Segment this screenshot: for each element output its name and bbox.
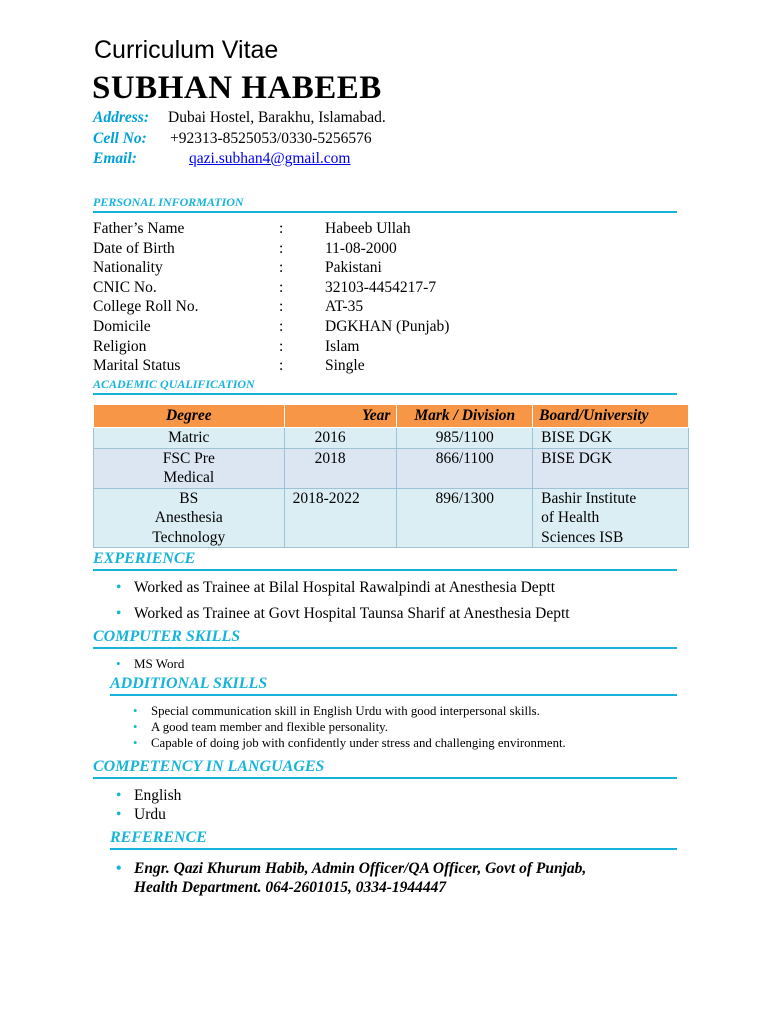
board-line: Sciences ISB	[541, 528, 624, 546]
list-item: • Special communication skill in English Urdu with good interpersonal skills.	[127, 704, 566, 719]
personal-info-value: Islam	[325, 337, 360, 355]
year-cell: 2018-2022	[284, 488, 397, 548]
languages-heading: COMPETENCY IN LANGUAGES	[93, 758, 325, 775]
languages-list	[110, 787, 181, 824]
academic-table	[93, 404, 689, 548]
board-line: BISE DGK	[541, 429, 613, 446]
degree-line: BS	[179, 489, 199, 507]
board-line: BISE DGK	[541, 449, 613, 467]
degree-cell	[94, 488, 285, 548]
column-header-board: Board/University	[533, 405, 689, 428]
degree-cell	[94, 448, 285, 488]
degree-line: Medical	[163, 469, 215, 486]
degree-line: Anesthesia	[154, 509, 223, 526]
bullet-icon: •	[116, 860, 122, 877]
marks-cell: 985/1100	[397, 428, 533, 449]
computer-skills-list	[110, 656, 184, 672]
column-header-marks: Mark / Division	[397, 405, 533, 428]
table-header-row	[94, 405, 689, 428]
address-value: Dubai Hostel, Barakhu, Islamabad.	[168, 109, 386, 126]
address-label: Address:	[93, 109, 149, 126]
list-item: • Urdu	[110, 806, 181, 824]
personal-info-label: Religion	[93, 337, 147, 355]
table-row	[94, 448, 689, 488]
marks-cell: 866/1100	[397, 448, 533, 488]
candidate-name: SUBHAN HABEEB	[92, 70, 382, 106]
year-cell: 2016	[284, 428, 397, 449]
board-cell	[533, 428, 689, 449]
personal-info-label: Marital Status	[93, 357, 181, 375]
personal-info-label: Father’s Name	[93, 220, 185, 237]
experience-list	[110, 579, 570, 623]
reference-heading: REFERENCE	[110, 829, 207, 846]
marks-cell: 896/1300	[397, 488, 533, 548]
personal-info-separator: :	[279, 318, 284, 335]
personal-info-value: Habeeb Ullah	[325, 220, 411, 237]
personal-info-label: Domicile	[93, 318, 151, 335]
personal-info-label: Date of Birth	[93, 239, 175, 257]
section-divider	[110, 694, 677, 696]
section-divider	[93, 777, 677, 779]
degree-line: Technology	[152, 528, 226, 546]
email-label: Email:	[93, 150, 137, 167]
board-cell	[533, 488, 689, 548]
list-item: • A good team member and flexible personality.	[127, 720, 566, 735]
degree-line: FSC Pre	[162, 449, 215, 467]
board-line: of Health	[541, 509, 600, 526]
personal-info-label: CNIC No.	[93, 278, 157, 296]
section-divider	[93, 569, 677, 571]
list-item: • English	[110, 787, 181, 805]
reference-item	[110, 859, 586, 897]
cell-label: Cell No:	[93, 130, 147, 147]
experience-heading: EXPERIENCE	[93, 550, 196, 567]
list-item: • Worked as Trainee at Bilal Hospital Rawalpindi at Anesthesia Deptt	[110, 579, 570, 597]
personal-info-value: 32103-4454217-7	[325, 278, 437, 296]
personal-info-separator: :	[279, 220, 284, 237]
additional-skills-list	[127, 704, 566, 751]
cell-value: +92313-8525053/0330-5256576	[170, 130, 372, 147]
personal-info-separator: :	[279, 337, 284, 355]
list-item: • Worked as Trainee at Govt Hospital Taunsa Sharif at Anesthesia Deptt	[110, 605, 570, 623]
reference-block	[110, 859, 586, 897]
section-divider	[110, 848, 677, 850]
email-link[interactable]: qazi.subhan4@gmail.com	[189, 150, 351, 167]
academic-heading: ACADEMIC QUALIFICATION	[93, 377, 255, 391]
section-divider	[93, 647, 677, 649]
personal-info-heading: PERSONAL INFORMATION	[93, 195, 244, 209]
cell-line	[93, 130, 372, 148]
personal-info-separator: :	[279, 239, 284, 257]
email-line	[93, 150, 351, 168]
personal-info-separator: :	[279, 259, 284, 277]
reference-line: Health Department. 064-2601015, 0334-1944447	[134, 879, 447, 896]
list-item: • Capable of doing job with confidently under stress and challenging environment.	[127, 736, 566, 751]
board-line: Bashir Institute	[541, 489, 637, 507]
personal-info-label: Nationality	[93, 259, 163, 277]
board-cell	[533, 448, 689, 488]
personal-info-value: Pakistani	[325, 259, 382, 277]
document-title: Curriculum Vitae	[94, 36, 279, 64]
table-row	[94, 428, 689, 449]
address-line	[93, 109, 386, 127]
list-item: • MS Word	[110, 656, 184, 672]
personal-info-value: 11-08-2000	[325, 239, 397, 257]
year-cell: 2018	[284, 448, 397, 488]
personal-info-value: Single	[325, 357, 365, 375]
computer-skills-heading: COMPUTER SKILLS	[93, 628, 241, 645]
table-row	[94, 488, 689, 548]
column-header-year: Year	[284, 405, 397, 428]
degree-cell	[94, 428, 285, 449]
personal-info-separator: :	[279, 298, 284, 316]
personal-info-separator: :	[279, 357, 284, 375]
reference-line: Engr. Qazi Khurum Habib, Admin Officer/QA Officer, Govt of Punjab,	[134, 860, 587, 877]
additional-skills-heading: ADDITIONAL SKILLS	[110, 675, 268, 692]
section-divider	[93, 393, 677, 395]
section-divider	[93, 211, 677, 213]
degree-line: Matric	[168, 429, 210, 446]
personal-info-value: AT-35	[325, 298, 364, 316]
personal-info-separator: :	[279, 278, 284, 296]
personal-info-value: DGKHAN (Punjab)	[325, 318, 450, 335]
personal-info-label: College Roll No.	[93, 298, 199, 316]
column-header-degree: Degree	[94, 405, 285, 428]
